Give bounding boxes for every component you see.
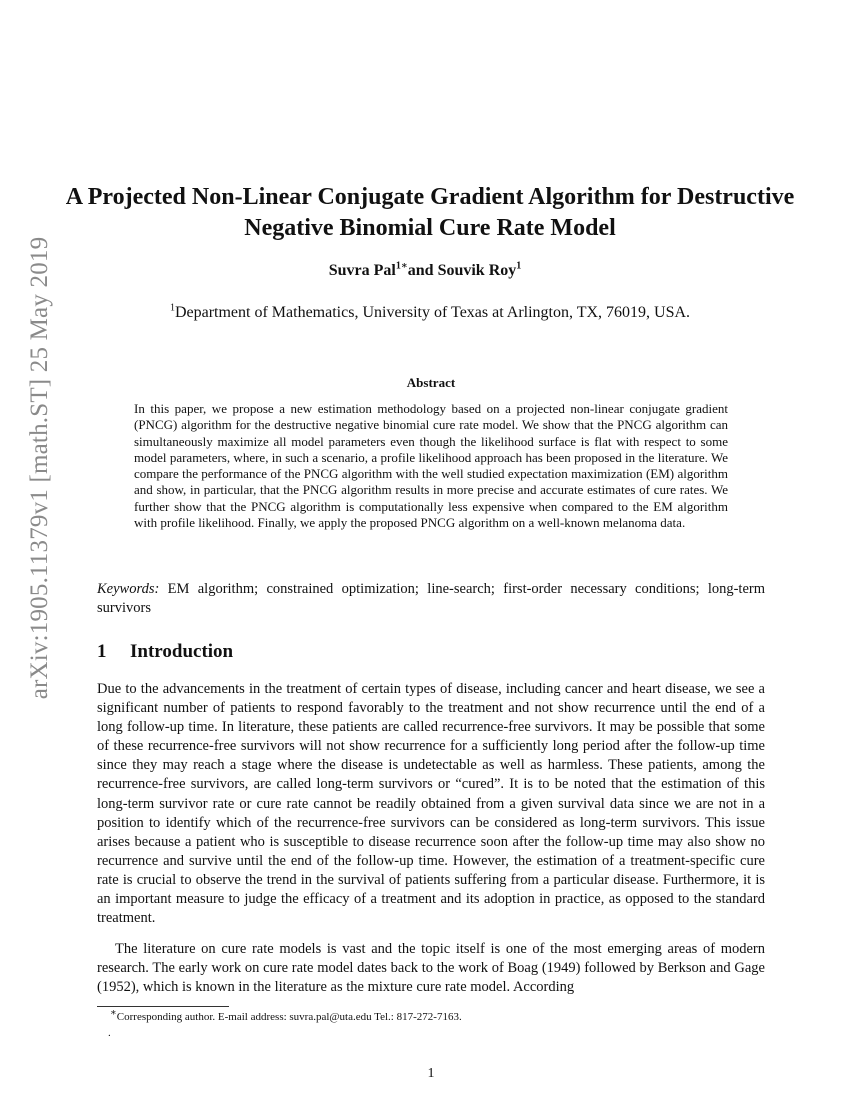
abstract-heading: Abstract <box>406 375 456 390</box>
author-connector: and <box>407 262 438 279</box>
author-1-marker: 1∗ <box>395 260 408 272</box>
footnote-marker: ∗ <box>110 1007 117 1019</box>
author-name-2: Souvik Roy <box>437 262 517 279</box>
keywords <box>97 580 765 618</box>
page-number: 1 <box>427 1066 435 1081</box>
affiliation-text: Department of Mathematics, University of Texas at Arlington, TX, 76019, USA. <box>174 304 691 321</box>
affiliation-marker: 1 <box>169 302 175 314</box>
body-paragraph: Due to the advancements in the treatment of certain types of disease, including cancer and heart disease, we see a significant number of patients to respond favorably to the treatment and not show recurrence until the end of a long follow-up time. In literature, these patients are called recurrence-free survivors. It may be possible that some of these recurrence-free survivors will not show recurrence for a sufficiently long period after the follow-up time since they may reach a stage where the disease is undetectable as well as harmless. These patients, among the recurrence-free survivors, are called long-term survivors or “cured”. It is to be noted that the estimation of this long-term survivor rate or cure rate cannot be readily obtained from a given survival data since we are not in a position to identify which of the recurrence-free survivors can be considered as long-term survivors. This issue arises because a patient who is susceptible to disease recurrence soon after the follow-up time may also show no recurrence and survive until the end of the follow-up time. However, the estimation of a treatment-specific cure rate is crucial to observe the trend in the survival of patients suffering from a particular disease. Furthermore, it is an important measure to judge the efficacy of a treatment and its adoption in practice, as opposed to the standard treatment. <box>97 681 765 927</box>
paper-title: A Projected Non-Linear Conjugate Gradient Algorithm for Destructive Negative Binomial Cure Rate Model <box>65 184 795 241</box>
abstract-body: In this paper, we propose a new estimation methodology based on a projected non-linear conjugate gradient (PNCG) algorithm for the destructive negative binomial cure rate model. We show that the PNCG algorithm can simultaneously maximize all model parameters even though the likelihood surface is flat with respect to some model parameters, where, in such a scenario, a profile likelihood approach has been proposed in the literature. We compare the performance of the PNCG algorithm with the well studied expectation maximization (EM) algorithm and show, in particular, that the PNCG algorithm results in more precise and accurate estimates of cure rates. We further show that the PNCG algorithm is computationally less expensive when compared to the EM algorithm with profile likelihood. Finally, we apply the proposed PNCG algorithm on a well-known melanoma data. <box>134 401 728 531</box>
body-paragraph: The literature on cure rate models is vast and the topic itself is one of the most emerging areas of modern research. The early work on cure rate model dates back to the work of Boag (1949) followed by Berkson and Gage (1952), which is known in the literature as the mixture cure rate model. According <box>97 941 765 996</box>
author-2-marker: 1 <box>516 260 522 272</box>
author-line <box>0 262 850 280</box>
keywords-text: EM algorithm; constrained optimization; line-search; first-order necessary conditions; long-term survivors <box>97 581 766 616</box>
footnote <box>110 1007 462 1023</box>
section-title: Introduction <box>130 641 234 662</box>
keywords-label: Keywords: <box>97 581 160 597</box>
arxiv-stamp <box>22 236 58 700</box>
section-heading <box>97 641 233 663</box>
affiliation <box>0 304 850 322</box>
author-name-1: Suvra Pal <box>328 262 396 279</box>
section-number: 1 <box>97 641 107 662</box>
arxiv-stamp-text: arXiv:1905.11379v1 [math.ST] 25 May 2019 <box>26 236 53 700</box>
footnote-dot: . <box>108 1027 111 1039</box>
footnote-text: Corresponding author. E-mail address: suvra.pal@uta.edu Tel.: 817-272-7163. <box>116 1011 462 1023</box>
